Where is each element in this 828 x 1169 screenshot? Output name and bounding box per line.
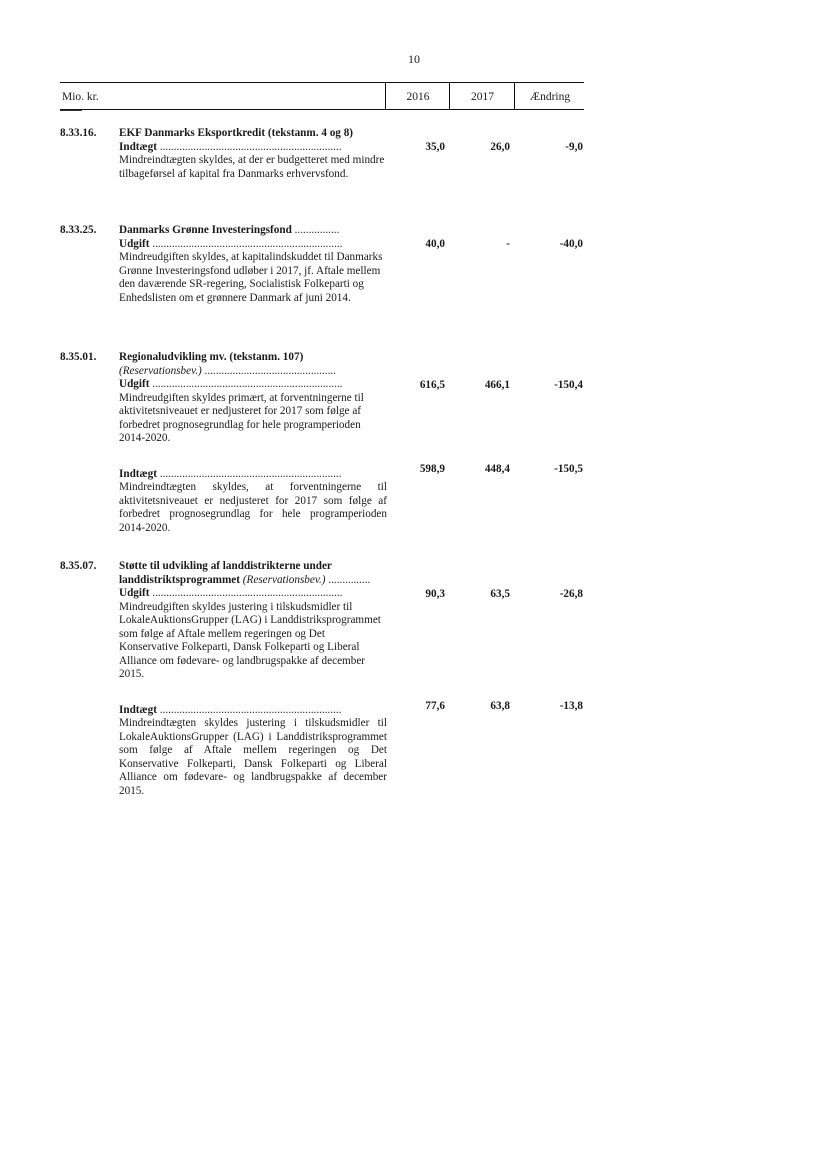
section-number: 8.33.25.: [60, 224, 97, 236]
value-2017: 466,1: [484, 379, 510, 391]
entry-description: Mindreudgiften skyldes justering i tilskudsmidler til LokaleAuktionsGrupper (LAG) i Landdistriksprogrammet som følge af Aftale mellem regeringen og Det Konservative Folkeparti, Dansk Folkeparti og Liberal Alliance om fødevare- og landbrugspakke af december 2015.: [119, 600, 381, 680]
entry-label: Indtægt: [119, 140, 157, 153]
leader-dots: ...............................................: [201, 364, 336, 377]
section-title-line: [119, 560, 387, 587]
entry-label: Udgift: [119, 237, 150, 250]
leader-dots: ................: [291, 224, 340, 236]
header-unit: Mio. kr.: [62, 91, 99, 103]
value-change: -9,0: [565, 141, 583, 153]
entry-label: Indtægt: [119, 703, 157, 716]
leader-dots: ....................................................................: [149, 237, 343, 250]
entry-line: [119, 141, 387, 155]
value-change: -13,8: [559, 700, 583, 712]
section-number: 8.35.07.: [60, 560, 97, 572]
leader-dots: ...............: [325, 573, 371, 586]
header-2017: 2017: [449, 83, 515, 109]
section-body: [119, 127, 387, 181]
entry-line: [119, 587, 387, 601]
section-body: [119, 224, 387, 305]
section-subtitle: (Reservationsbev.): [242, 573, 326, 586]
value-2017: 448,4: [484, 463, 510, 475]
entry-description: Mindreudgiften skyldes, at kapitalindskuddet til Danmarks Grønne Investeringsfond udløber i 2017, jf. Aftale mellem den daværende SR-regering, Socialistisk Folkeparti og Enhedslisten om et grønnere Danmark af juni 2014.: [119, 251, 383, 304]
value-2016: 598,9: [419, 463, 445, 475]
value-2016: 77,6: [425, 700, 445, 712]
section-body: [119, 560, 387, 798]
value-change: -26,8: [559, 588, 583, 600]
value-2017: 26,0: [490, 141, 510, 153]
section-title: EKF Danmarks Eksportkredit (tekstanm. 4 og 8): [119, 127, 354, 139]
section-title: Danmarks Grønne Investeringsfond: [119, 224, 292, 236]
entry-line: [119, 468, 387, 482]
entry-label: Indtægt: [119, 467, 157, 480]
header-2016: 2016: [385, 83, 450, 109]
section-title: Støtte til udvikling af landdistrikterne under landdistriktsprogrammet: [119, 560, 332, 586]
leader-dots: .................................................................: [156, 467, 342, 480]
header-underline: [60, 110, 82, 111]
value-change: -150,4: [554, 379, 583, 391]
value-2017: 63,5: [490, 588, 510, 600]
table-header: [60, 82, 584, 110]
entry-label: Udgift: [119, 378, 150, 390]
section-number: 8.35.01.: [60, 351, 97, 363]
page-number: 10: [408, 52, 420, 66]
header-change: Ændring: [514, 83, 585, 109]
entry-description: Mindreindtægten skyldes, at der er budgetteret med mindre tilbageførsel af kapital fra Danmarks erhvervsfond.: [119, 154, 385, 180]
section-title: Regionaludvikling mv. (tekstanm. 107): [119, 351, 304, 363]
section-title-line: [119, 224, 387, 238]
value-2016: 40,0: [425, 238, 445, 250]
value-change: -150,5: [554, 463, 583, 475]
leader-dots: .................................................................: [156, 703, 342, 716]
value-2016: 616,5: [419, 379, 445, 391]
value-2017: -: [506, 238, 510, 250]
section-body: [119, 351, 387, 535]
value-change: -40,0: [559, 238, 583, 250]
section-number: 8.33.16.: [60, 127, 97, 139]
entry-description: Mindreindtægten skyldes, at forventningerne til aktivitetsniveauet er nedjusteret for 2017 som følge af forbedret prognosegrundlag for hele programperioden 2014-2020.: [119, 481, 387, 534]
section-subtitle: (Reservationsbev.): [119, 364, 202, 377]
section-subtitle-line: [119, 365, 387, 379]
value-2016: 35,0: [425, 141, 445, 153]
leader-dots: ....................................................................: [149, 378, 343, 390]
entry-label: Udgift: [119, 587, 150, 599]
entry-description: Mindreindtægten skyldes justering i tilskudsmidler til LokaleAuktionsGrupper (LAG) i Landdistriksprogrammet som følge af Aftale mellem regeringen og Det Konservative Folkeparti, Dansk Folkeparti og Liberal Alliance om fødevare- og landbrugspakke af december 2015.: [119, 717, 387, 797]
entry-line: [119, 238, 387, 252]
leader-dots: ....................................................................: [149, 587, 343, 599]
leader-dots: .................................................................: [156, 140, 342, 153]
value-2017: 63,8: [490, 700, 510, 712]
entry-line: [119, 704, 387, 718]
entry-description: Mindreudgiften skyldes primært, at forventningerne til aktivitetsniveauet er nedjusteret for 2017 som følge af forbedret prognosegrundlag for hele programperioden 2014-2020.: [119, 391, 364, 444]
value-2016: 90,3: [425, 588, 445, 600]
entry-line: [119, 378, 387, 392]
